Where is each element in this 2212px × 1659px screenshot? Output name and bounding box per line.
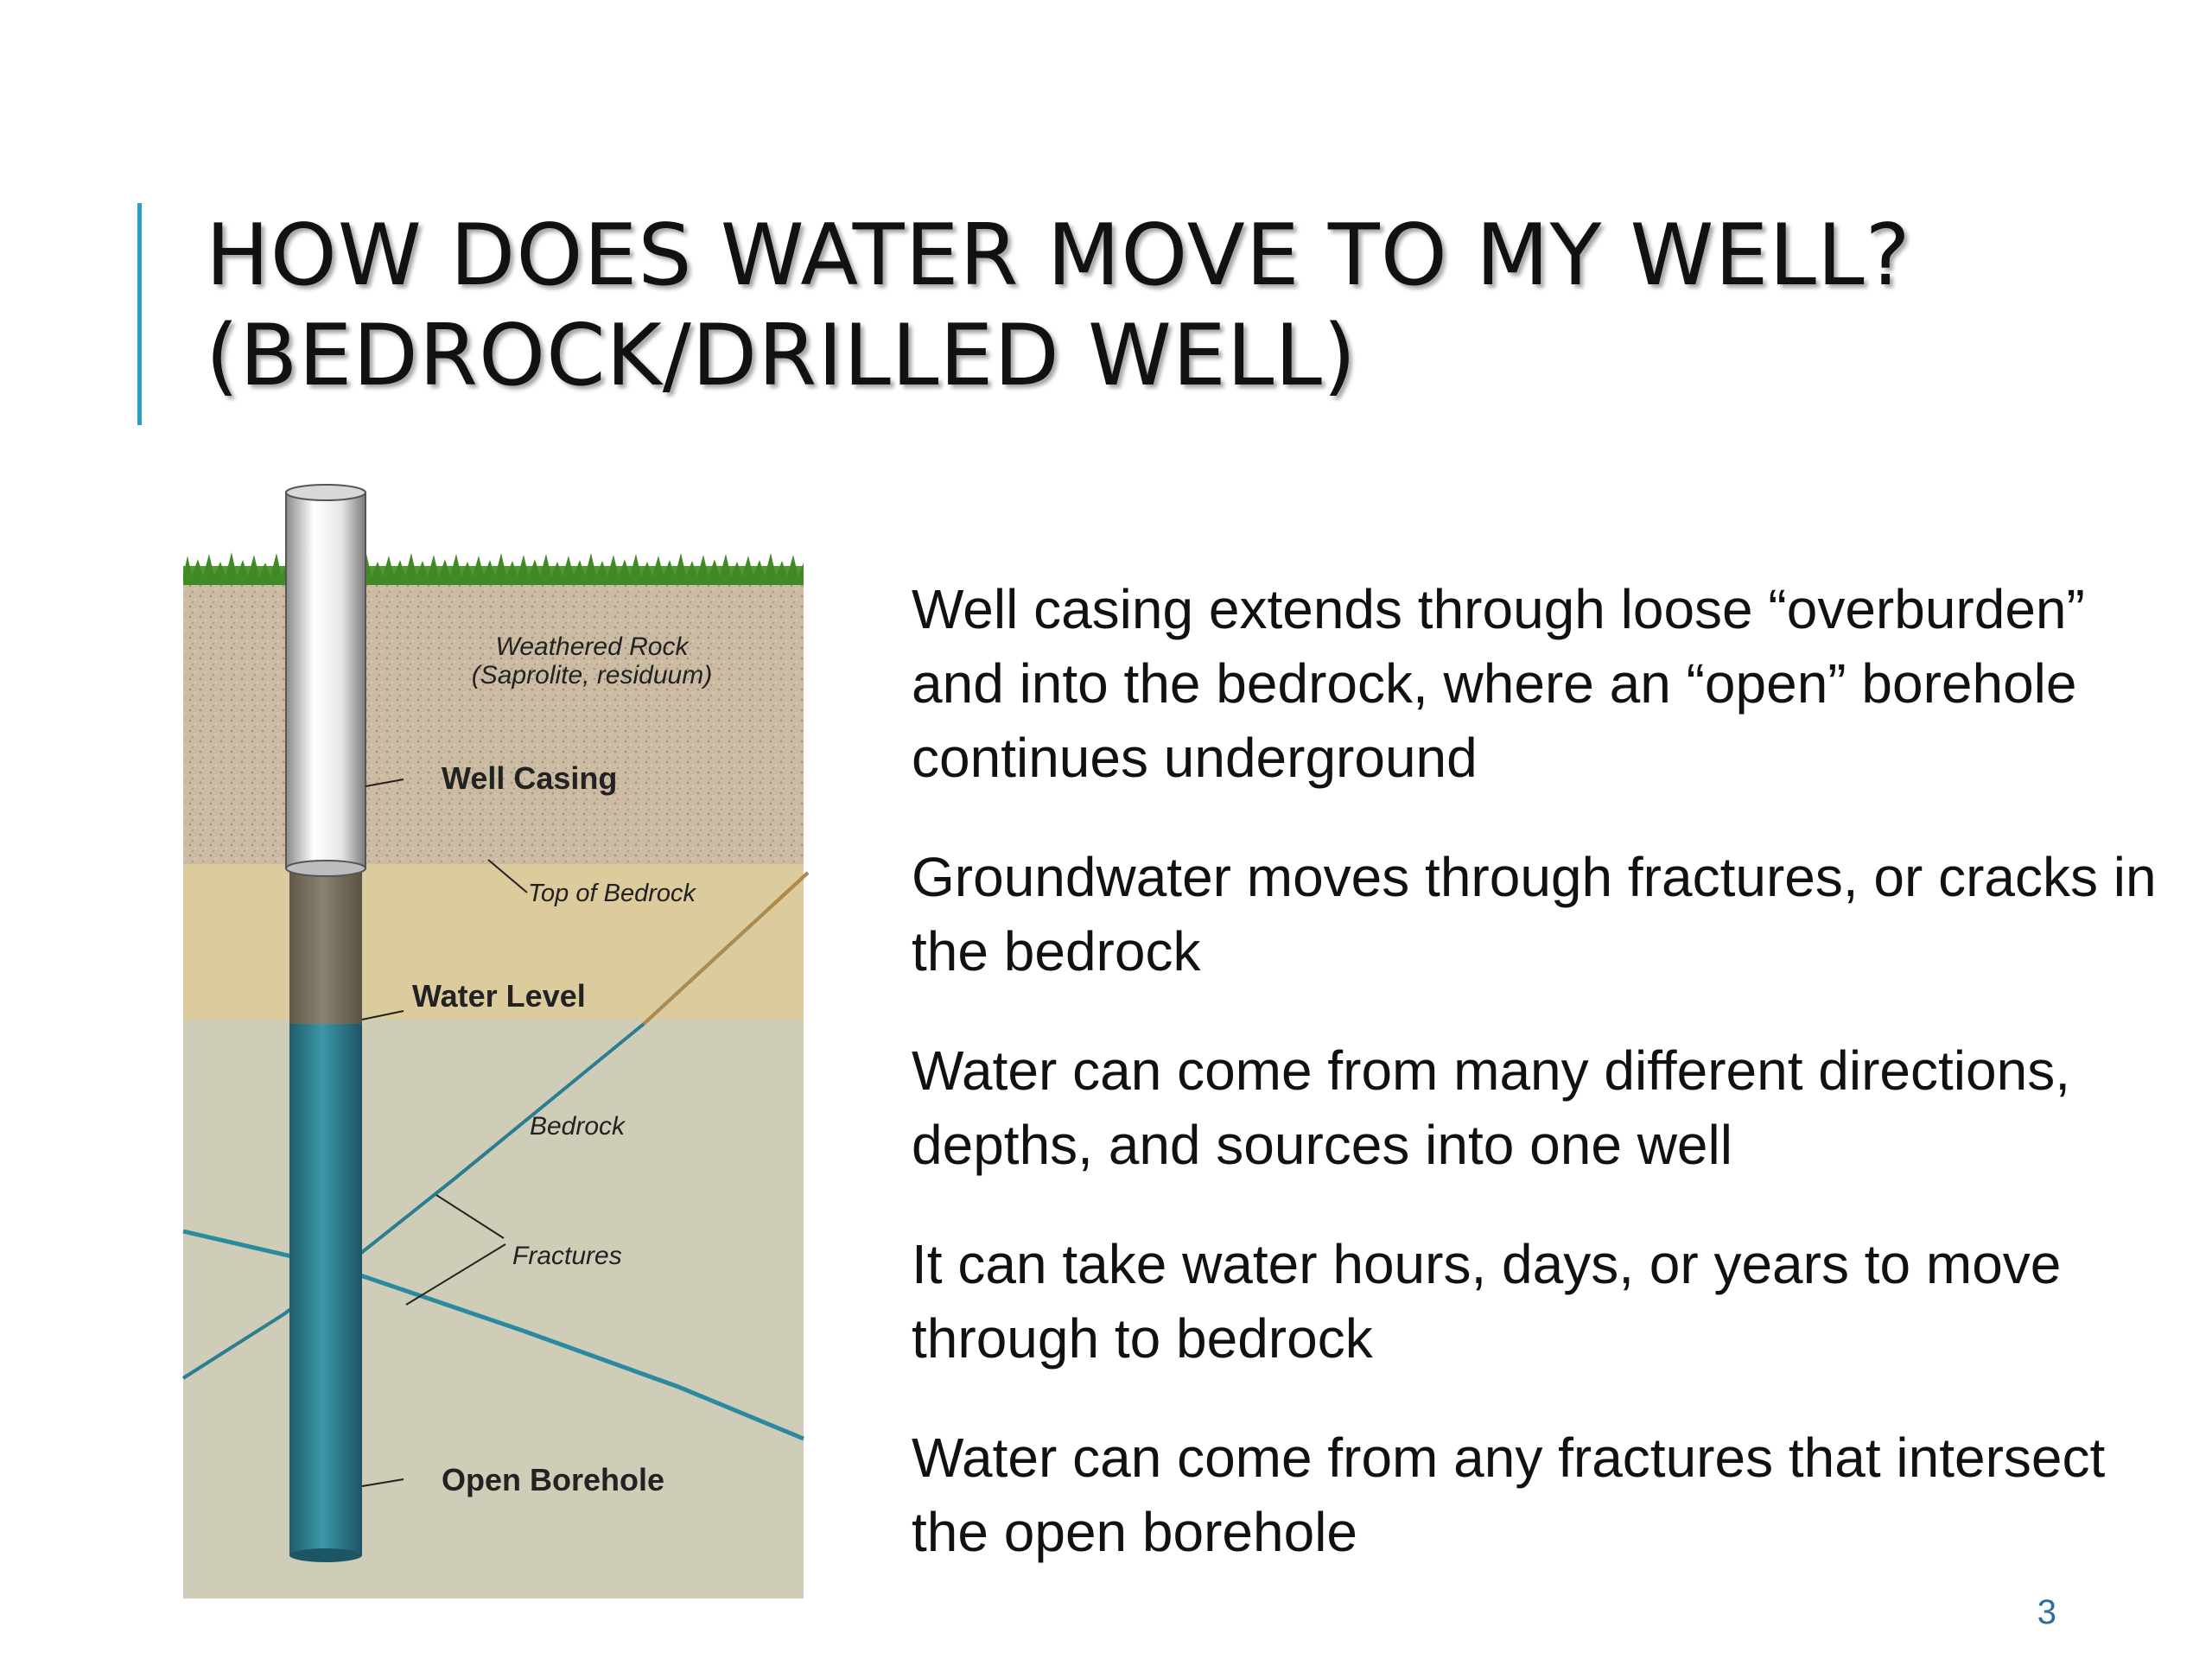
open-borehole-air (289, 864, 362, 1024)
weathered-rock-layer (183, 583, 804, 864)
label-water-level: Water Level (412, 978, 586, 1014)
bullet-item: Water can come from many different directions, depths, and sources into one well (912, 1039, 2070, 1176)
label-fractures: Fractures (512, 1242, 622, 1270)
well-diagram (177, 480, 817, 1603)
label-bedrock: Bedrock (529, 1112, 626, 1141)
label-weathered-rock-line2: (Saprolite, residuum) (471, 661, 713, 690)
bedrock-layer (183, 1020, 804, 1599)
bullet-item: Well casing extends through loose “overburden” and into the bedrock, where an “open” borehole continues underground (912, 578, 2085, 789)
grass (183, 552, 804, 585)
label-well-casing: Well Casing (442, 760, 618, 796)
label-weathered-rock-line1: Weathered Rock (495, 632, 689, 661)
bullet-item: It can take water hours, days, or years to move through to bedrock (912, 1233, 2062, 1370)
label-top-of-bedrock: Top of Bedrock (528, 880, 696, 907)
slide-title-line-1: HOW DOES WATER MOVE TO MY WELL? (206, 207, 1911, 305)
page-number: 3 (2037, 1593, 2056, 1631)
title-accent-bar (137, 203, 142, 425)
open-borehole-water (289, 1024, 362, 1555)
bullet-list (912, 572, 2164, 1614)
bullet-item: Water can come from any fractures that intersect the open borehole (912, 1427, 2106, 1563)
well-casing-pipe (286, 485, 365, 876)
slide-title (206, 206, 2107, 406)
slide-title-line-2: (BEDROCK/DRILLED WELL) (206, 307, 1357, 405)
bullet-item: Groundwater moves through fractures, or cracks in the bedrock (912, 846, 2157, 982)
label-open-borehole: Open Borehole (442, 1462, 665, 1497)
